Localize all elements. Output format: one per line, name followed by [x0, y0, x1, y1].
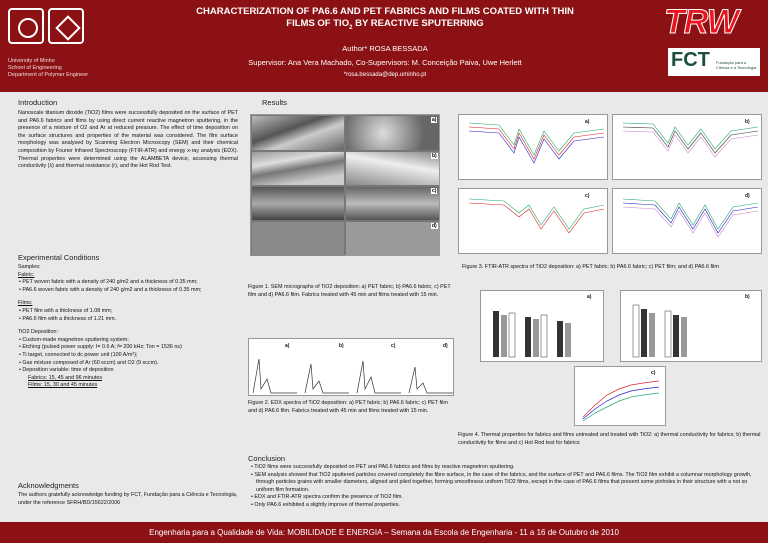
header: [0, 0, 768, 92]
edx-d: [409, 367, 453, 393]
figure1-caption: Figure 1. SEM micrographs of TiO2 deposition: a) PET fabric; b) PA6.6 fabric; c) PET film and d) PA6.6 film. Fabrics treated with 45 min and films treated with 15 min.: [248, 284, 451, 298]
intro-heading: Introduction: [18, 98, 58, 107]
thermal-b: b): [620, 290, 762, 362]
supervisors: Supervisor: Ana Vera Machado, Co-Supervisors: M. Conceição Paiva, Uwe Herlett: [248, 58, 522, 67]
edx-a: [253, 359, 297, 393]
edx-b: [305, 364, 349, 393]
institution-info: University of Minho School of Engineering Department of Polymer Engineer: [8, 58, 89, 78]
intro-text: Nanoscale titanium dioxide (TiO2) films were successfully deposited on the surface of PET and PA6.6 fabrics and films by using direct current reactive magnetron sputtering, in the presence of a mixture of O2 and Ar at reduced pressure. The effect of time deposition on the surface structures and properties of the material was considered. The film surface morphology was analysed by Scanning Electron Microscopy (SEM) and their chemical composition by Fourier Infrared Spectroscopy (FTIR-ATR) and energy x-ray analysis (EDX). Thermal properties were determined using the ALAMBETA device, accessing thermal conductivity (λ) and thermal resistance (r), and the Hot Rod Test.: [18, 110, 238, 170]
ack-text: The authors gratefully acknowledge funding by FCT, Fundação para a Ciência e Tecnologia, under the reference SFRH/BD/15622/2006: [18, 492, 238, 506]
sem-micrographs: a) b) c) d): [250, 114, 440, 256]
ack-heading: Acknowledgments: [18, 481, 79, 490]
conclusion-heading: Conclusion: [248, 454, 286, 463]
thermal-c: c): [574, 366, 666, 426]
footer: Engenharia para a Qualidade de Vida: MOBILIDADE E ENERGIA – Semana da Escola de Engenharia - 11 a 16 de Outubro de 2010: [0, 522, 768, 543]
trw-logo: TRW: [664, 6, 760, 38]
figure3-caption: Figure 3. FTIR-ATR spectra of TiO2 deposition: a) PET fabric; b) PA6.6 fabric; c) PET film; and d) PA6.6 film: [462, 264, 719, 270]
results-heading: Results: [262, 98, 288, 107]
ftir-a: a): [458, 114, 608, 180]
experimental-heading: Experimental Conditions: [18, 253, 100, 262]
author: Author* ROSA BESSADA: [342, 44, 428, 53]
edx-spectra: a) b) c) d): [248, 338, 454, 396]
ftir-c: c): [458, 188, 608, 254]
university-logo: [8, 8, 88, 52]
figure2-caption: Figure 2. EDX spectra of TiO2 deposition: a) PET fabric; b) PA6.6 fabric; c) PET film and d) PA6.6 film. Fabrics treated with 45 min and films treated with 15 min.: [248, 400, 448, 414]
ftir-b: b): [612, 114, 762, 180]
edx-c: [357, 361, 401, 393]
experimental-text: Samples: Fabric: • PET woven fabric with a density of 240 g/m2 and a thickness of 0.35 mm; • PA6.6 woven fabric with a density of 240 g/m2 and a thickness of 0.35 mm; Films: • PET film with a thickness of 1.08 mm; • PA6.6 film with a thickness of 1.21 mm. TiO2 Deposition: • Custom-made magnetron sputtering system; • Etching (pulsed power supply: I= 0.6 A; f= 200 kHz; Ton = 1536 ns) • Ti target, connected to dc power unit (100 A/m²); • Gas mixture composed of Ar (60 sccm) and O2 (9 sccm). • Deposition variable: time of deposition Fabrics: 15, 45 and 96 minutes Films: 15, 30 and 45 minutes: [18, 264, 202, 389]
figure4-caption: Figure 4. Thermal properties for fabrics and films untreated and treated with TiO2: a) thermal conductivity for fabrics; b) thermal conductivity for films and c) Hot Rod test for fabrics: [458, 432, 761, 446]
thermal-a: a): [480, 290, 604, 362]
edx-svg: [249, 339, 455, 397]
email[interactable]: *rosa.bessada@dep.uminho.pt: [343, 72, 427, 78]
conclusion-text: • TiO2 films were successfully deposited on PET and PA6.6 fabrics and films by reactive magnetron sputtering. • SEM analysis showed that TiO2 sputtered particles covered completely the fibre surface, in the case of the fabrics, and the surface of PET and PA6.6 films. The TiO2 film exhibit a columnar morphology growth, through particles grains with smaller diameters, aligned and piled together, forming smoothness uniform TiO2 films, except in the case of PA6.6 films that present some pinholes in their structure with a not so uniform film formation. • EDX and FTIR-ATR spectra confirm the presence of TiO2 film. • Only PA6.6 exhibited a slightly improve of thermal properties.: [251, 464, 752, 508]
content-area: [0, 92, 768, 522]
fct-logo: FCT Fundação para a Ciência e a Tecnologia: [668, 48, 760, 76]
poster-title: CHARACTERIZATION OF PA6.6 AND PET FABRICS AND FILMS COATED WITH THIN FILMS OF $TIO_2$ BY REACTIVE SPUTERRING: [196, 6, 574, 31]
ftir-d: d): [612, 188, 762, 254]
